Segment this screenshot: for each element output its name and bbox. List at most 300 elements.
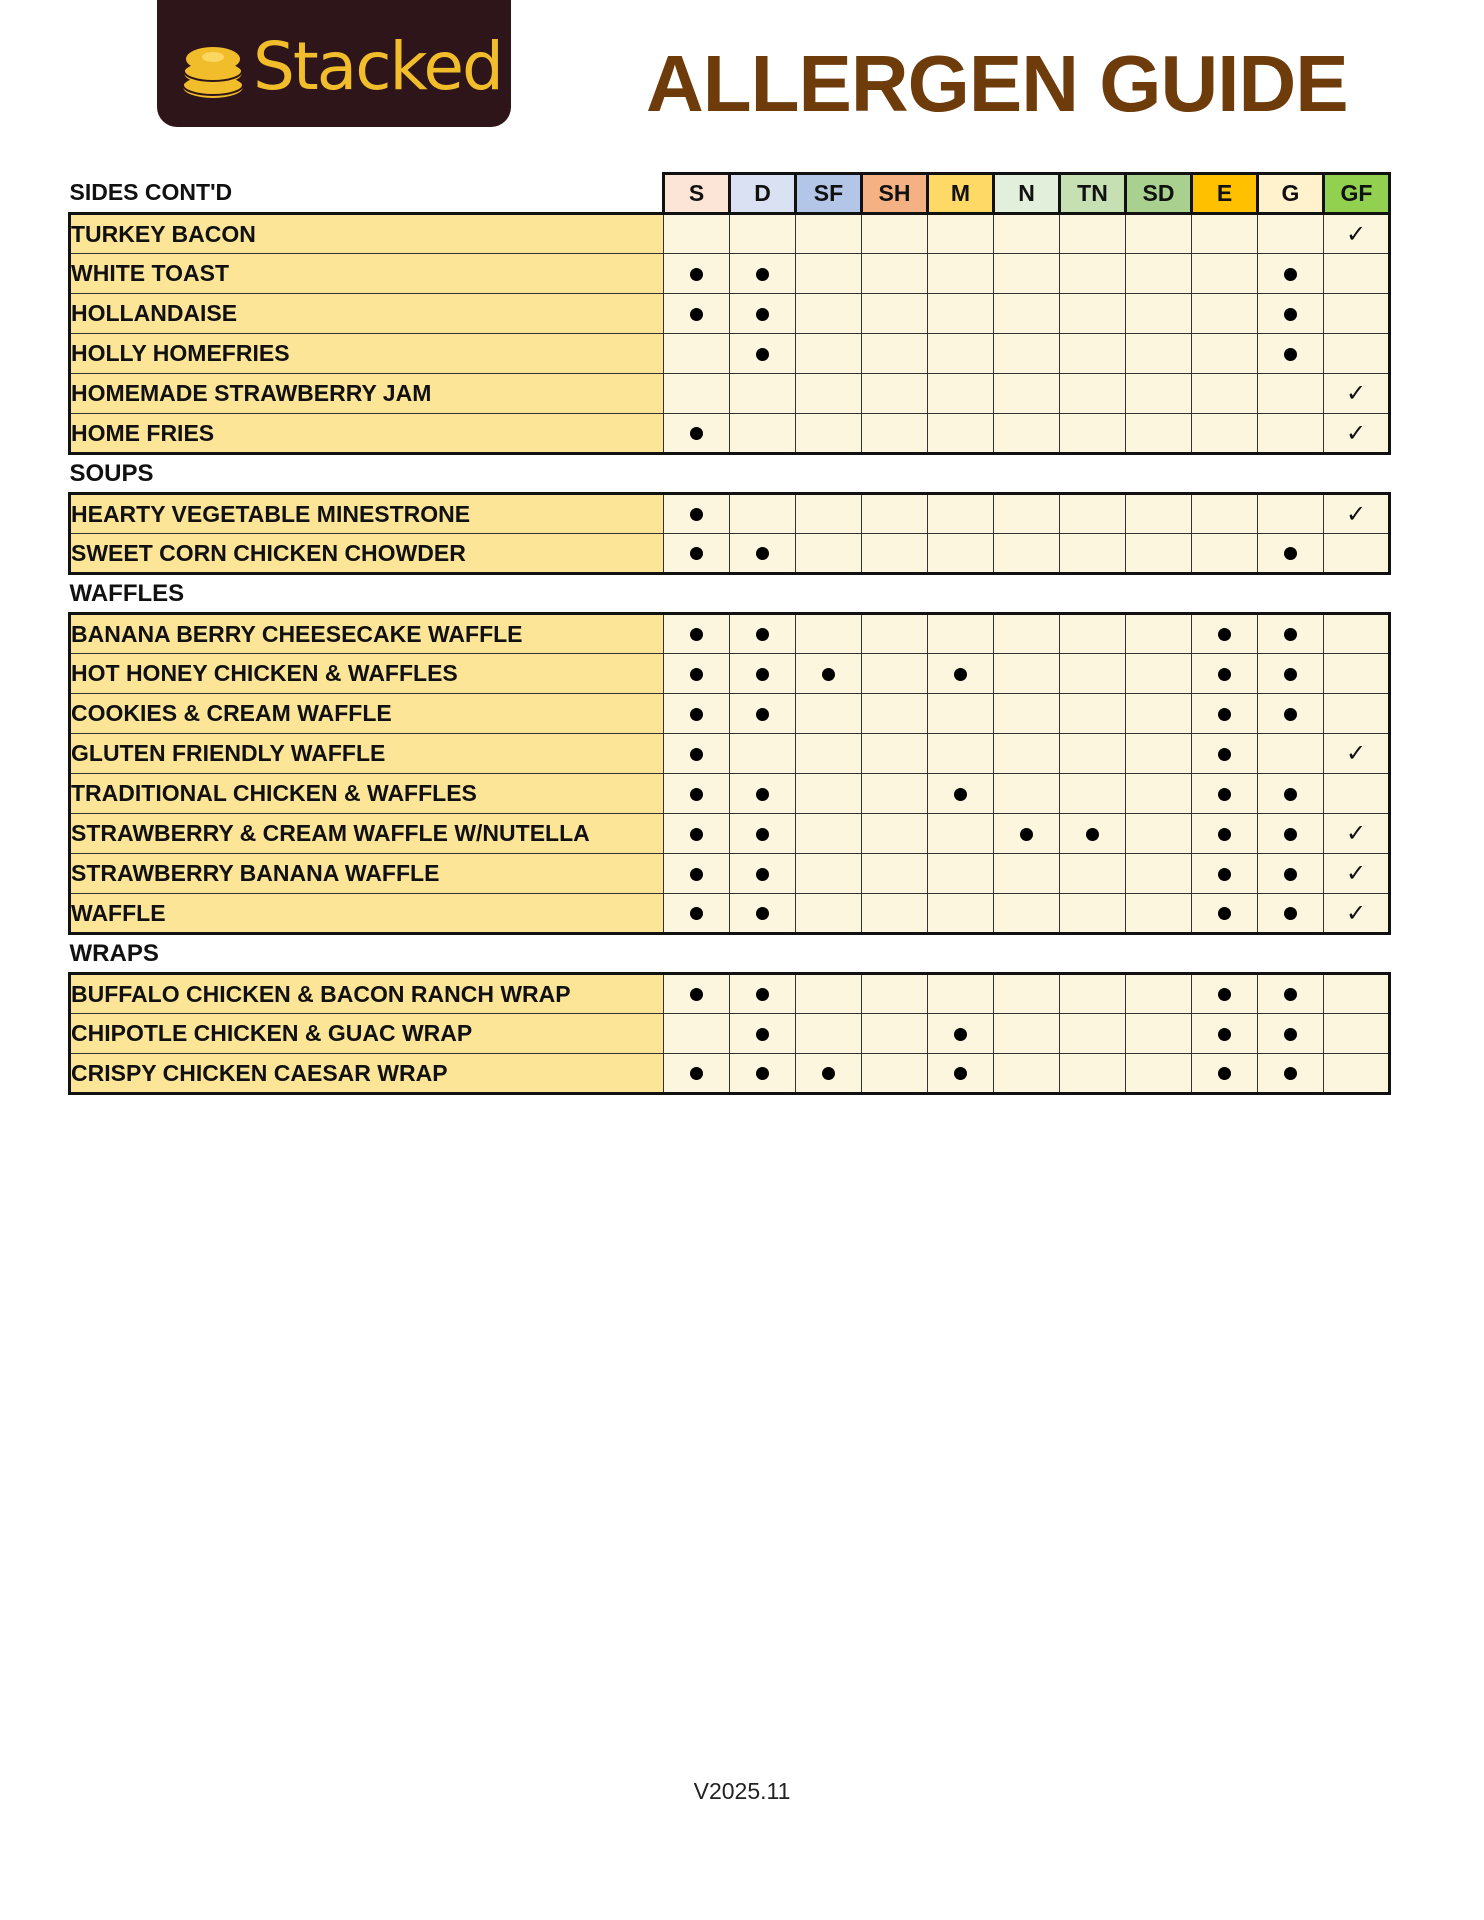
allergen-cell [664,774,730,814]
table-row [70,374,1390,414]
allergen-cell [1126,294,1192,334]
allergen-cell [664,254,730,294]
allergen-cell [1060,894,1126,934]
table-row [70,254,1390,294]
allergen-cell [1126,774,1192,814]
allergen-cell [1126,1014,1192,1054]
allergen-cell [1258,734,1324,774]
table-row [70,1054,1390,1094]
allergen-cell [994,414,1060,454]
allergen-cell [1060,414,1126,454]
contains-dot-icon [690,828,703,841]
allergen-cell [1192,694,1258,734]
allergen-cell [730,974,796,1014]
allergen-cell [796,1054,862,1094]
allergen-cell [1324,694,1390,734]
table-row [70,694,1390,734]
contains-dot-icon [1218,628,1231,641]
allergen-cell [1126,734,1192,774]
allergen-cell [664,974,730,1014]
allergen-cell [1324,334,1390,374]
allergen-cell [1126,374,1192,414]
contains-dot-icon [1284,1067,1297,1080]
allergen-cell [1192,534,1258,574]
allergen-cell [928,854,994,894]
allergen-cell [928,414,994,454]
item-name: SWEET CORN CHICKEN CHOWDER [70,534,664,574]
allergen-cell [796,694,862,734]
allergen-cell [1324,1054,1390,1094]
allergen-cell [1192,214,1258,254]
allergen-cell [730,814,796,854]
allergen-cell [730,1054,796,1094]
allergen-cell [1258,294,1324,334]
allergen-cell [862,1014,928,1054]
allergen-cell [862,374,928,414]
allergen-cell [1258,654,1324,694]
allergen-cell [664,374,730,414]
contains-dot-icon [756,628,769,641]
allergen-cell [796,334,862,374]
allergen-cell [730,694,796,734]
contains-dot-icon [690,308,703,321]
allergen-cell [664,494,730,534]
allergen-cell [730,214,796,254]
section-row [70,934,1390,974]
contains-dot-icon [1284,907,1297,920]
item-name: STRAWBERRY & CREAM WAFFLE W/NUTELLA [70,814,664,854]
allergen-cell [664,414,730,454]
allergen-cell [1060,254,1126,294]
allergen-cell [664,854,730,894]
allergen-cell [796,254,862,294]
table-row [70,654,1390,694]
contains-dot-icon [756,708,769,721]
section-title: SIDES CONT'D [69,179,233,206]
allergen-cell [928,774,994,814]
contains-dot-icon [690,668,703,681]
allergen-cell [1060,814,1126,854]
allergen-cell [1192,854,1258,894]
contains-dot-icon [1020,828,1033,841]
allergen-cell [1324,214,1390,254]
contains-dot-icon [1218,1067,1231,1080]
allergen-cell [730,494,796,534]
allergen-cell [928,1014,994,1054]
allergen-cell [1060,214,1126,254]
allergen-cell [994,1054,1060,1094]
allergen-header-row [70,174,1390,214]
gluten-free-check-icon: ✓ [1345,380,1367,407]
allergen-cell [1324,614,1390,654]
allergen-cell [1324,734,1390,774]
contains-dot-icon [756,268,769,281]
contains-dot-icon [756,668,769,681]
allergen-cell [1126,254,1192,294]
allergen-cell [1060,854,1126,894]
allergen-cell [1324,294,1390,334]
allergen-cell [928,334,994,374]
allergen-cell [994,974,1060,1014]
allergen-cell [1258,694,1324,734]
allergen-cell [664,614,730,654]
allergen-cell [730,534,796,574]
allergen-cell [664,814,730,854]
allergen-cell [1126,654,1192,694]
allergen-col-e: E [1192,174,1258,214]
contains-dot-icon [954,668,967,681]
item-name: HOMEMADE STRAWBERRY JAM [70,374,664,414]
allergen-cell [1258,1054,1324,1094]
allergen-cell [1258,494,1324,534]
gluten-free-check-icon: ✓ [1345,419,1367,447]
allergen-cell [1258,774,1324,814]
allergen-cell [1126,894,1192,934]
gluten-free-check-icon: ✓ [1345,500,1367,528]
contains-dot-icon [756,1067,769,1080]
contains-dot-icon [1284,788,1297,801]
allergen-cell [1192,374,1258,414]
allergen-cell [1258,614,1324,654]
contains-dot-icon [690,628,703,641]
allergen-cell [796,494,862,534]
allergen-cell [796,374,862,414]
contains-dot-icon [1218,868,1231,881]
contains-dot-icon [690,988,703,1001]
table-row [70,414,1390,454]
allergen-cell [1324,374,1390,414]
allergen-cell [1192,974,1258,1014]
item-name: TRADITIONAL CHICKEN & WAFFLES [70,774,664,814]
allergen-cell [928,734,994,774]
logo-wordmark: Stacked [253,28,502,105]
allergen-cell [1324,654,1390,694]
allergen-cell [862,814,928,854]
contains-dot-icon [1218,708,1231,721]
table-row [70,854,1390,894]
allergen-cell [862,1054,928,1094]
contains-dot-icon [1284,668,1297,681]
contains-dot-icon [756,828,769,841]
allergen-col-sh: SH [862,174,928,214]
allergen-cell [730,334,796,374]
contains-dot-icon [756,348,769,361]
allergen-cell [796,734,862,774]
allergen-cell [1126,614,1192,654]
allergen-cell [664,894,730,934]
allergen-cell [796,414,862,454]
allergen-cell [1258,1014,1324,1054]
allergen-cell [928,694,994,734]
contains-dot-icon [954,1028,967,1041]
allergen-cell [1126,214,1192,254]
allergen-cell [1060,494,1126,534]
allergen-cell [796,294,862,334]
contains-dot-icon [1218,788,1231,801]
contains-dot-icon [1284,828,1297,841]
allergen-cell [664,1054,730,1094]
allergen-cell [1324,814,1390,854]
item-name: GLUTEN FRIENDLY WAFFLE [70,734,664,774]
item-name: WAFFLE [70,894,664,934]
contains-dot-icon [1218,907,1231,920]
allergen-col-gf: GF [1324,174,1390,214]
table-row [70,1014,1390,1054]
contains-dot-icon [1284,628,1297,641]
allergen-cell [994,774,1060,814]
gluten-free-check-icon: ✓ [1345,220,1367,248]
allergen-cell [664,694,730,734]
allergen-cell [1192,814,1258,854]
allergen-cell [1126,694,1192,734]
contains-dot-icon [1218,668,1231,681]
allergen-cell [1060,1014,1126,1054]
allergen-cell [1258,214,1324,254]
allergen-cell [862,774,928,814]
allergen-cell [928,294,994,334]
contains-dot-icon [1284,268,1297,281]
allergen-cell [994,374,1060,414]
allergen-cell [994,894,1060,934]
allergen-cell [928,494,994,534]
allergen-cell [730,1014,796,1054]
contains-dot-icon [1284,868,1297,881]
table-row [70,494,1390,534]
allergen-cell [1192,254,1258,294]
allergen-cell [1192,894,1258,934]
allergen-col-d: D [730,174,796,214]
allergen-cell [664,654,730,694]
allergen-cell [1060,534,1126,574]
allergen-cell [1324,414,1390,454]
allergen-cell [1060,1054,1126,1094]
allergen-cell [994,254,1060,294]
allergen-cell [1126,814,1192,854]
contains-dot-icon [1284,988,1297,1001]
contains-dot-icon [690,708,703,721]
allergen-col-sd: SD [1126,174,1192,214]
allergen-cell [664,334,730,374]
allergen-cell [862,654,928,694]
contains-dot-icon [1284,308,1297,321]
page-title: ALLERGEN GUIDE [646,39,1348,128]
contains-dot-icon [756,1028,769,1041]
allergen-cell [1060,614,1126,654]
allergen-cell [796,614,862,654]
contains-dot-icon [690,1067,703,1080]
allergen-cell [1258,854,1324,894]
contains-dot-icon [822,668,835,681]
allergen-cell [1126,974,1192,1014]
table-row [70,814,1390,854]
allergen-cell [730,614,796,654]
allergen-cell [796,814,862,854]
allergen-col-n: N [994,174,1060,214]
allergen-cell [928,534,994,574]
allergen-table [68,172,1391,1095]
allergen-cell [1192,774,1258,814]
contains-dot-icon [1218,748,1231,761]
table-row [70,734,1390,774]
allergen-cell [1258,974,1324,1014]
allergen-cell [862,254,928,294]
allergen-cell [796,854,862,894]
allergen-cell [862,414,928,454]
allergen-cell [928,654,994,694]
allergen-cell [1060,294,1126,334]
allergen-cell [862,534,928,574]
allergen-cell [796,894,862,934]
allergen-col-m: M [928,174,994,214]
contains-dot-icon [690,868,703,881]
allergen-cell [862,494,928,534]
contains-dot-icon [690,907,703,920]
allergen-col-s: S [664,174,730,214]
allergen-cell [1258,894,1324,934]
allergen-cell [1060,334,1126,374]
allergen-cell [1060,374,1126,414]
allergen-cell [994,654,1060,694]
allergen-cell [730,734,796,774]
allergen-cell [928,974,994,1014]
allergen-cell [994,814,1060,854]
allergen-cell [730,774,796,814]
allergen-cell [862,334,928,374]
contains-dot-icon [1284,547,1297,560]
allergen-cell [664,734,730,774]
contains-dot-icon [1218,1028,1231,1041]
gluten-free-check-icon: ✓ [1345,860,1367,887]
allergen-cell [1258,814,1324,854]
allergen-cell [1192,294,1258,334]
table-row [70,334,1390,374]
contains-dot-icon [822,1067,835,1080]
allergen-cell [796,214,862,254]
allergen-cell [862,894,928,934]
allergen-cell [994,734,1060,774]
table-row [70,214,1390,254]
allergen-cell [1126,334,1192,374]
allergen-cell [994,1014,1060,1054]
gluten-free-check-icon: ✓ [1345,899,1367,927]
allergen-cell [1192,494,1258,534]
allergen-cell [862,614,928,654]
table-row [70,774,1390,814]
allergen-cell [928,214,994,254]
allergen-cell [730,414,796,454]
allergen-cell [1192,1014,1258,1054]
allergen-cell [1324,1014,1390,1054]
allergen-cell [730,374,796,414]
allergen-cell [1126,494,1192,534]
allergen-cell [664,294,730,334]
allergen-cell [730,254,796,294]
item-name: HEARTY VEGETABLE MINESTRONE [70,494,664,534]
item-name: HOT HONEY CHICKEN & WAFFLES [70,654,664,694]
allergen-cell [1258,534,1324,574]
allergen-cell [994,614,1060,654]
section-title: WRAPS [69,939,159,967]
contains-dot-icon [756,547,769,560]
allergen-cell [1192,734,1258,774]
allergen-cell [1060,974,1126,1014]
allergen-cell [1126,1054,1192,1094]
allergen-cell [1060,734,1126,774]
allergen-cell [928,374,994,414]
allergen-cell [862,734,928,774]
allergen-cell [994,294,1060,334]
contains-dot-icon [954,788,967,801]
allergen-cell [730,654,796,694]
item-name: CHIPOTLE CHICKEN & GUAC WRAP [70,1014,664,1054]
allergen-cell [994,214,1060,254]
version-label: V2025.11 [693,1778,791,1804]
item-name: HOLLY HOMEFRIES [70,334,664,374]
allergen-cell [1324,534,1390,574]
section-title: SOUPS [69,459,154,487]
allergen-cell [1258,254,1324,294]
allergen-cell [862,294,928,334]
allergen-cell [994,494,1060,534]
item-name: STRAWBERRY BANANA WAFFLE [70,854,664,894]
contains-dot-icon [1218,988,1231,1001]
gluten-free-check-icon: ✓ [1345,740,1367,767]
allergen-cell [928,254,994,294]
allergen-cell [928,814,994,854]
contains-dot-icon [1284,708,1297,721]
allergen-cell [928,1054,994,1094]
allergen-cell [1060,654,1126,694]
contains-dot-icon [690,508,703,521]
allergen-cell [994,334,1060,374]
allergen-cell [1258,374,1324,414]
allergen-cell [796,974,862,1014]
allergen-cell [1258,414,1324,454]
allergen-cell [862,694,928,734]
item-name: BUFFALO CHICKEN & BACON RANCH WRAP [70,974,664,1014]
item-name: CRISPY CHICKEN CAESAR WRAP [70,1054,664,1094]
contains-dot-icon [1086,828,1099,841]
table-row [70,974,1390,1014]
section-row [70,574,1390,614]
allergen-cell [1060,774,1126,814]
allergen-cell [796,1014,862,1054]
contains-dot-icon [1284,348,1297,361]
allergen-cell [1192,654,1258,694]
table-row [70,534,1390,574]
allergen-cell [1324,894,1390,934]
contains-dot-icon [756,868,769,881]
allergen-cell [664,534,730,574]
allergen-cell [730,294,796,334]
section-title: WAFFLES [69,579,185,607]
contains-dot-icon [756,308,769,321]
allergen-cell [664,214,730,254]
contains-dot-icon [690,547,703,560]
contains-dot-icon [690,427,703,440]
allergen-cell [862,854,928,894]
item-name: BANANA BERRY CHEESECAKE WAFFLE [70,614,664,654]
allergen-cell [1324,254,1390,294]
allergen-cell [1192,414,1258,454]
contains-dot-icon [756,907,769,920]
allergen-cell [730,854,796,894]
allergen-cell [730,894,796,934]
allergen-cell [1192,1054,1258,1094]
allergen-cell [1258,334,1324,374]
allergen-cell [1192,614,1258,654]
allergen-cell [1192,334,1258,374]
